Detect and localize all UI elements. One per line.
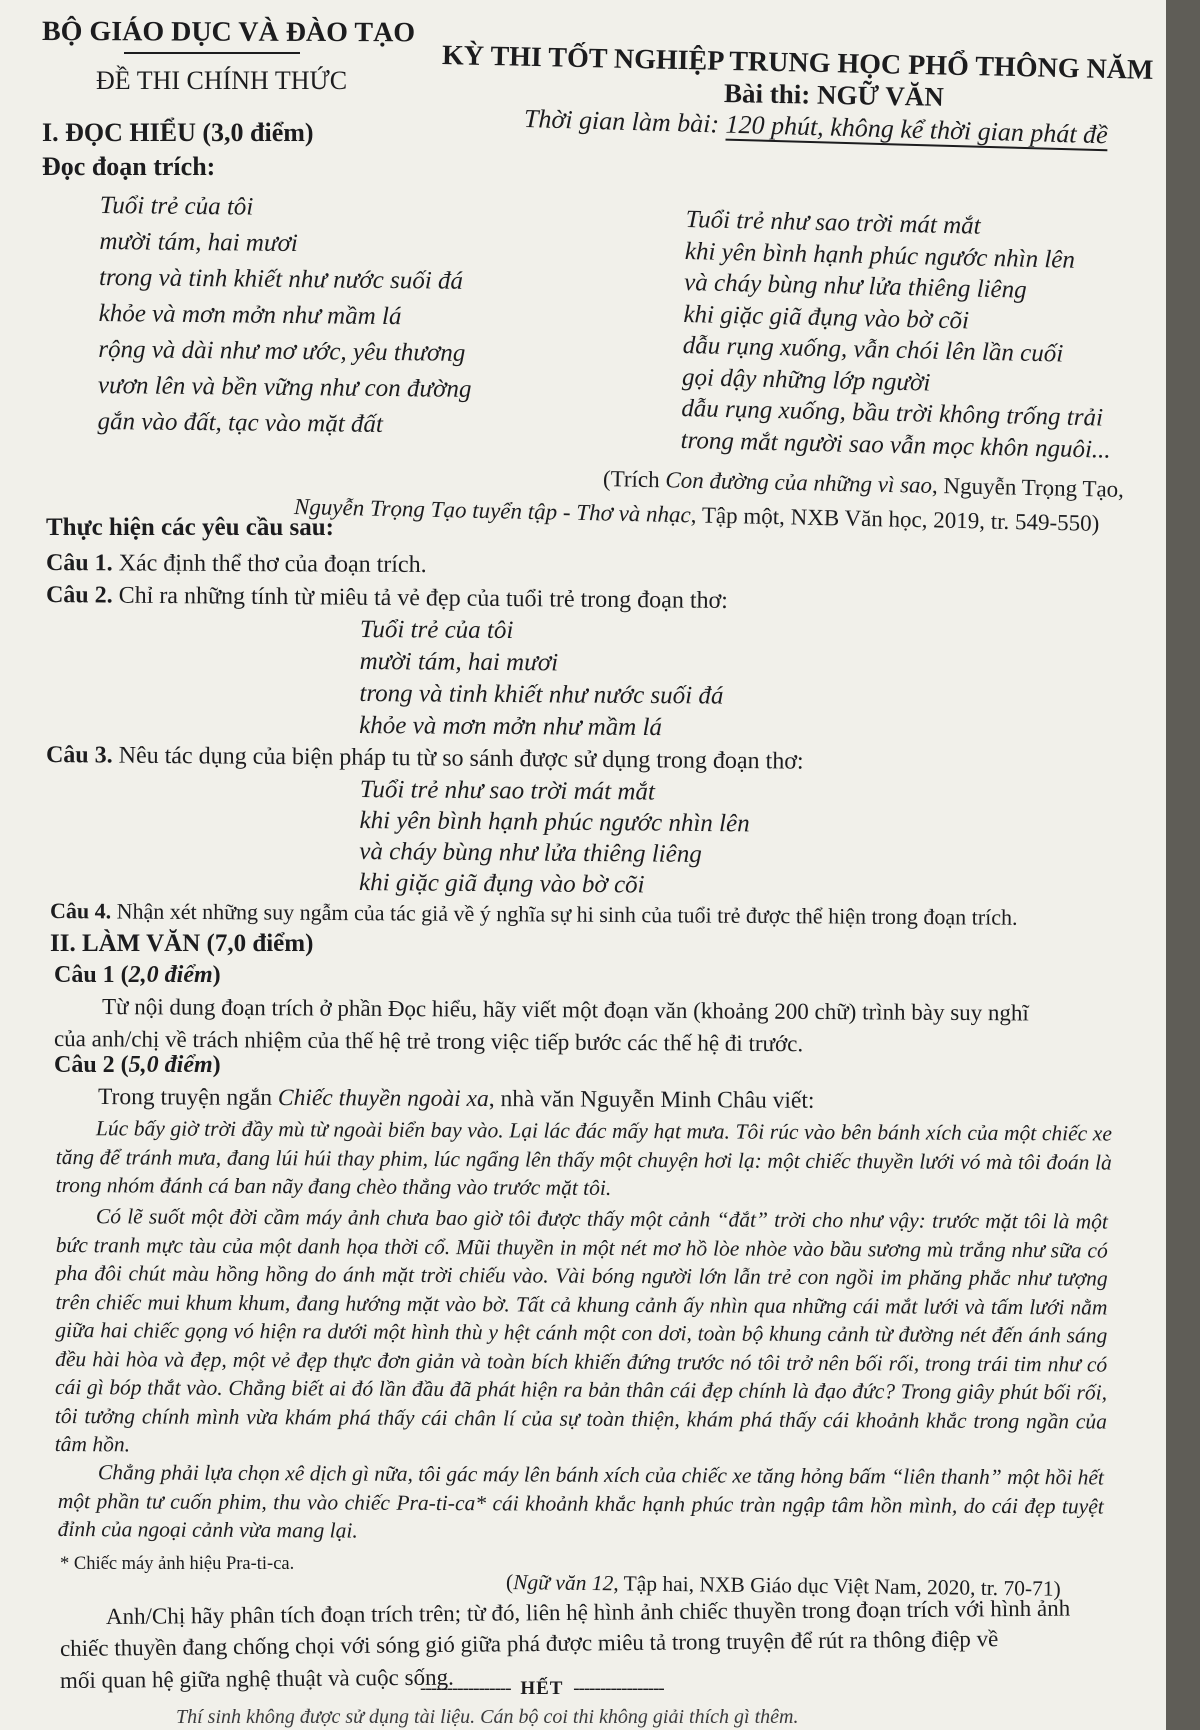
- c2-close: ): [212, 1052, 221, 1078]
- poem-line: khi giặc giã đụng vào bờ cõi: [683, 300, 970, 334]
- section-1-title: I. ĐỌC HIỂU (3,0 điểm): [42, 118, 314, 147]
- source-poem-title: Con đường của những vì sao: [665, 467, 933, 498]
- poem-line: dẫu rụng xuống, bầu trời không trống trải: [681, 394, 1104, 432]
- q1-label: Câu 1.: [45, 550, 113, 577]
- question-2: [46, 582, 728, 615]
- end-dashes-left: -----------------: [420, 1678, 511, 1699]
- tasks-label: Thực hiện các yêu cầu sau:: [46, 514, 334, 541]
- subject-label: Bài thi: NGỮ VĂN: [723, 78, 945, 112]
- quote-line: và cháy bùng như lửa thiêng liêng: [359, 837, 702, 868]
- q2-quote: [359, 614, 724, 745]
- quote-line: mười tám, hai mươi: [359, 647, 559, 677]
- poem-line: vươn lên và bền vững như con đường: [97, 371, 472, 403]
- official-label: ĐỀ THI CHÍNH THỨC: [96, 66, 348, 95]
- poem-line: Tuổi trẻ như sao trời mát mắt: [685, 205, 981, 240]
- q1-text: Xác định thể thơ của đoạn trích.: [112, 550, 427, 578]
- q2-label: Câu 2.: [45, 582, 113, 609]
- exam-rules-note: Thí sinh không được sử dụng tài liệu. Cán bộ coi thi không giải thích gì thêm.: [176, 1706, 799, 1728]
- c2-source-open: (: [505, 1570, 514, 1595]
- q4-text: Nhận xét những suy ngẫm của tác giả về ý nghĩa sự hi sinh của tuổi trẻ được thể hiện trong đoạn trích.: [111, 898, 1018, 930]
- c2-source-book: Ngữ văn 12: [513, 1570, 614, 1596]
- q3-text: Nêu tác dụng của biện pháp tu từ so sánh được sử dụng trong đoạn thơ:: [112, 742, 804, 775]
- poem-line: trong và tinh khiết như nước suối đá: [98, 263, 464, 295]
- q3-quote: [359, 774, 750, 901]
- excerpt-paragraph-1: Lúc bấy giờ trời đầy mù từ ngoài biển bay vào. Lại lác đác mấy hạt mưa. Tôi rúc vào bên bánh xích của một chiếc xe tăng để tránh mưa, đang lúi húi thay phim, lúc ngẩng lên thấy một chuyện hơi lạ: một chiếc thuyền lưới vó mà tôi đoán là trong nhóm đánh cá ban nãy đang chèo thẳng vào trước mặt tôi.: [55, 1116, 1112, 1200]
- c1-points: 2,0 điểm: [128, 962, 213, 988]
- poem-line: mười tám, hai mươi: [99, 227, 298, 258]
- end-marker: [420, 1678, 664, 1700]
- poem-line: gọi dậy những lớp người: [681, 363, 931, 397]
- poem-left-column: [97, 188, 473, 444]
- ministry-name: BỘ GIÁO DỤC VÀ ĐÀO TẠO: [41, 16, 416, 49]
- quote-line: khi yên bình hạnh phúc ngước nhìn lên: [359, 806, 750, 838]
- time-limit: [524, 104, 1108, 150]
- quote-line: trong và tinh khiết như nước suối đá: [359, 679, 724, 710]
- poem-right-column: [680, 204, 1116, 466]
- question-4: [50, 898, 1018, 931]
- q3-label: Câu 3.: [45, 742, 113, 769]
- essay-1-line2: của anh/chị về trách nhiệm của thế hệ trẻ trong việc tiếp bước các thế hệ đi trước.: [53, 1026, 804, 1057]
- c2-story-title: Chiếc thuyền ngoài xa: [277, 1084, 489, 1113]
- poem-line: dẫu rụng xuống, vẫn chói lên lần cuối: [682, 331, 1064, 368]
- question-3: [46, 742, 804, 776]
- c2-source-details: , Tập hai, NXB Giáo dục Việt Nam, 2020, tr. 70-71): [613, 1571, 1061, 1601]
- ministry-underline: [124, 52, 300, 54]
- source-open: (Trích: [602, 466, 666, 493]
- section-2-title: II. LÀM VĂN (7,0 điểm): [50, 930, 314, 957]
- essay-2-intro: [98, 1084, 815, 1115]
- poem-line: và cháy bùng như lửa thiêng liêng: [683, 268, 1027, 304]
- poem-source-line1: [603, 466, 1124, 503]
- excerpt-paragraph-2: Có lẽ suốt một đời cầm máy ảnh chưa bao giờ tôi được thấy một cảnh “đắt” trời cho như vậy: trước mặt tôi là một bức tranh mực tàu của một danh họa thời cổ. Mũi thuyền in một nét mơ hồ lòe nhòe vào bầu sương mù trắng như sữa có pha đôi chút màu hồng hồng do ánh mặt trời chiếu vào. Vài bóng người lớn lẫn trẻ con ngồi im phăng phắc như tượng trên chiếc mui khum khum, đang hướng mặt vào bờ. Tất cả khung cảnh ấy nhìn qua những cái mắt lưới và tấm lưới nằm giữa hai chiếc gọng vó hiện ra dưới một hình thù y hệt cánh một con dơi, toàn bộ khung cảnh từ đường nét đến ánh sáng đều hài hòa và đẹp, một vẻ đẹp thực đơn giản và toàn bích khiến đứng trước nó tôi trở nên bối rối, trong trái tim như có cái gì bóp thắt vào. Chẳng biết ai đó lần đầu đã phát hiện ra bản thân cái đẹp chính là đạo đức? Trong giây phút bối rối, tôi tưởng chính mình vừa khám phá thấy cái chân lí của sự toàn thiện, khám phá thấy cái khoảnh khắc trong ngần của tâm hồn.: [54, 1204, 1108, 1457]
- poem-line: khi yên bình hạnh phúc ngước nhìn lên: [684, 237, 1076, 274]
- excerpt-paragraph-3: Chẳng phải lựa chọn xê dịch gì nữa, tôi gác máy lên bánh xích của chiếc xe tăng hỏng bấm “liên thanh” một hồi hết một phần tư cuốn phim, thu vào chiếc Pra-ti-ca* cái khoảnh khắc hạnh phúc tràn ngập tâm hồn mình, do cái đẹp tuyệt đỉnh của ngoại cảnh vừa mang lại.: [57, 1460, 1104, 1543]
- essay-1-label: [54, 962, 221, 989]
- c2-intro-a: Trong truyện ngắn: [97, 1084, 279, 1111]
- background-edge: [1166, 0, 1200, 1730]
- c2-points: 5,0 điểm: [128, 1052, 213, 1078]
- essay-2-task-line1: Anh/Chị hãy phân tích đoạn trích trên; từ đó, liên hệ hình ảnh chiếc thuyền trong đoạn trích với hình ảnh: [105, 1595, 1071, 1629]
- c2-label: Câu 2 (: [54, 1052, 129, 1078]
- q2-text: Chỉ ra những tính từ miêu tả vẻ đẹp của tuổi trẻ trong đoạn thơ:: [112, 582, 729, 614]
- exam-title: KỲ THI TỐT NGHIỆP TRUNG HỌC PHỔ THÔNG NĂM: [441, 40, 1154, 86]
- essay-1-line1: Từ nội dung đoạn trích ở phần Đọc hiểu, hãy viết một đoạn văn (khoảng 200 chữ) trình bày suy nghĩ: [101, 994, 1029, 1026]
- quote-line: khỏe và mơn mởn như mầm lá: [359, 711, 663, 742]
- source-author: , Nguyễn Trọng Tạo,: [931, 472, 1125, 502]
- read-label: Đọc đoạn trích:: [42, 152, 216, 181]
- question-1: [46, 550, 427, 579]
- time-limit-prefix: Thời gian làm bài:: [523, 104, 727, 139]
- time-limit-value: 120 phút, không kể thời gian phát đề: [725, 109, 1109, 150]
- poem-line: Tuổi trẻ của tôi: [99, 191, 254, 221]
- end-label: HẾT: [520, 1678, 564, 1699]
- poem-source-line2: [294, 494, 1100, 537]
- q4-label: Câu 4.: [49, 898, 112, 924]
- end-dashes-right: -----------------: [573, 1678, 664, 1699]
- poem-line: trong mắt người sao vẫn mọc khôn nguôi...: [680, 426, 1112, 464]
- footnote: * Chiếc máy ảnh hiệu Pra-ti-ca.: [60, 1554, 295, 1574]
- essay-2-task-line3: mối quan hệ giữa nghệ thuật và cuộc sống.: [59, 1664, 454, 1693]
- essay-2-task-line2: chiếc thuyền đang chống chọi với sóng gió giữa phá được miêu tả trong truyện để rút ra thông điệp về: [59, 1626, 999, 1661]
- c1-label: Câu 1 (: [54, 962, 129, 988]
- quote-line: khi giặc giã đụng vào bờ cõi: [358, 868, 645, 899]
- c1-close: ): [212, 962, 221, 988]
- source-book-details: , Tập một, NXB Văn học, 2019, tr. 549-550): [690, 502, 1100, 536]
- c2-intro-c: , nhà văn Nguyễn Minh Châu viết:: [488, 1086, 815, 1114]
- essay-2-label: [54, 1052, 221, 1079]
- quote-line: Tuổi trẻ như sao trời mát mắt: [359, 775, 656, 806]
- poem-line: rộng và dài như mơ ước, yêu thương: [98, 335, 466, 367]
- source-book-title: Nguyễn Trọng Tạo tuyển tập - Thơ và nhạc: [293, 494, 692, 528]
- quote-line: Tuổi trẻ của tôi: [359, 615, 514, 645]
- poem-line: khỏe và mơn mởn như mầm lá: [98, 299, 402, 331]
- poem-line: gắn vào đất, tạc vào mặt đất: [97, 407, 384, 438]
